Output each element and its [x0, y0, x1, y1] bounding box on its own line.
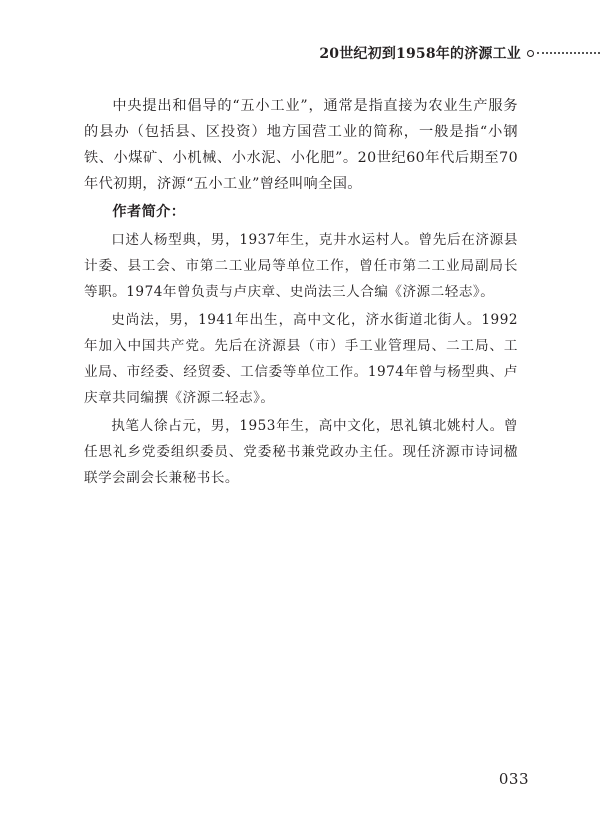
bio-paragraph-coauthor: 史尚法，男，1941年出生，高中文化，济水街道北街人。1992年加入中国共产党。先后在济源县（市）手工业管理局、二工局、工业局、市经委、经贸委、工信委等单位工作。1974年曾与杨型典、卢庆章共同编撰《济源二轻志》。	[84, 312, 518, 406]
running-header	[319, 43, 600, 63]
page-body	[84, 93, 518, 491]
bio-paragraph-narrator: 口述人杨型典，男，1937年生，克井水运村人。曾先后在济源县计委、县工会、市第二工业局等单位工作，曾任市第二工业局副局长等职。1974年曾负责与卢庆章、史尚法三人合编《济源二轻志》。	[84, 232, 518, 300]
bio-paragraph-writer: 执笔人徐占元，男，1953年生，高中文化，思礼镇北姚村人。曾任思礼乡党委组织委员、党委秘书兼党政办主任。现任济源市诗词楹联学会副会长兼秘书长。	[84, 418, 518, 486]
dotted-rule	[537, 52, 600, 54]
running-header-title: 20世纪初到1958年的济源工业	[319, 46, 521, 62]
author-intro-heading: 作者简介：	[112, 204, 186, 220]
intro-paragraph: 中央提出和倡导的“五小工业”，通常是指直接为农业生产服务的县办（包括县、区投资）地方国营工业的简称，一般是指“小钢铁、小煤矿、小机械、小水泥、小化肥”。20世纪60年代后期至70年代初期，济源“五小工业”曾经叫响全国。	[84, 98, 518, 192]
circle-ornament-icon	[527, 50, 534, 57]
page-number: 033	[498, 770, 529, 788]
